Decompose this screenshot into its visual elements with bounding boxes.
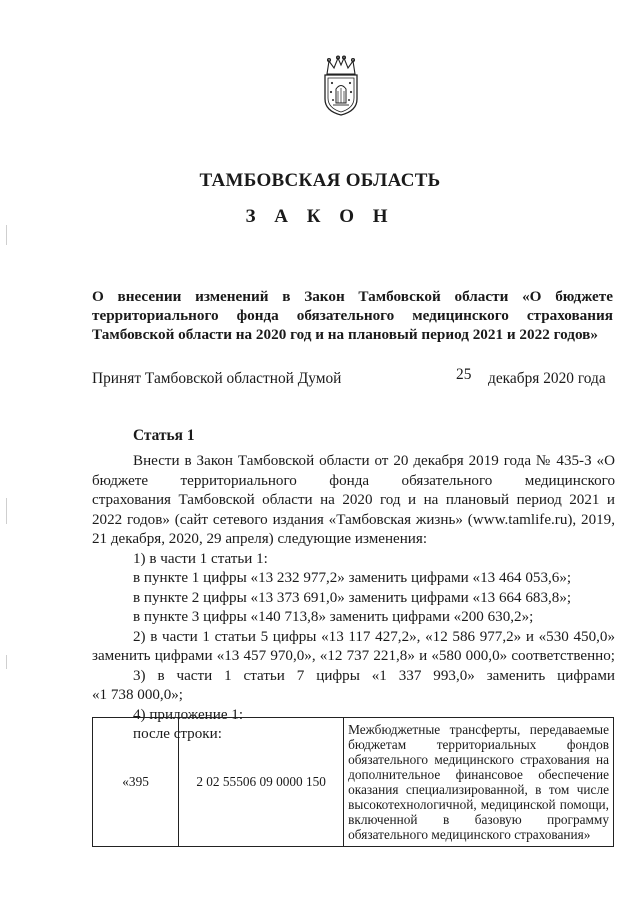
body-line: 21 декабря, 2020, 29 апреля) следующие изменения: [92,531,428,547]
body-line: 1) в части 1 статьи 1: [133,550,268,567]
body-line: страхования Тамбовской области на 2020 год и на плановый период 2021 и [92,492,615,508]
description-line: Межбюджетные трансферты, передаваемые [348,722,609,737]
document-type-heading: З А К О Н [245,206,395,227]
body-line: 2022 годов» (сайт сетевого издания «Тамбовская жизнь» (www.tamlife.ru), 2019, [92,511,615,528]
body-line: бюджете территориального фонда обязательного медицинского [92,472,615,489]
adoption-month-year: декабря 2020 года [488,370,606,387]
table-cell-kbk: 2 02 55506 09 0000 150 [179,718,344,847]
law-title-line: территориального фонда обязательного медицинского страхования [92,307,613,324]
table-cell-code: «395 [93,718,179,847]
description-line: бюджетам территориальных фондов [348,737,609,752]
body-line: в пункте 2 цифры «13 373 691,0» заменить цифрами «13 664 683,8»; [133,589,572,606]
body-line: в пункте 3 цифры «140 713,8» заменить цифрами «200 630,2»; [133,609,534,625]
description-line: дополнительное финансовое обеспечение [348,767,609,782]
body-line: 2) в части 1 статьи 5 цифры «13 117 427,2», «12 586 977,2» и «530 450,0» [133,628,615,645]
description-line: оказания специализированной, в том числе [348,782,609,797]
body-line: 3) в части 1 статьи 7 цифры «1 337 993,0» заменить цифрами [133,667,615,684]
law-title-line: О внесении изменений в Закон Тамбовской области «О бюджете [92,288,613,305]
margin-mark [6,498,7,524]
budget-table [92,717,614,847]
body-line: «1 738 000,0»; [92,687,183,703]
adoption-day: 25 [456,366,472,383]
body-line: заменить цифрами «13 457 970,0», «12 737 221,8» и «580 000,0» соответственно; [92,648,615,664]
description-line: обязательного медицинского страхования» [348,827,591,842]
body-line: после строки: [133,726,222,742]
body-line: Внести в Закон Тамбовской области от 20 декабря 2019 года № 435-З «О [133,453,615,469]
margin-mark [6,225,7,245]
body-line: 4) приложение 1: [133,706,244,723]
description-line: высокотехнологичной, медицинской помощи, [348,797,609,812]
table-row [93,718,614,847]
table-cell-description [344,718,614,847]
law-title [92,287,613,344]
margin-mark [6,655,7,669]
adoption-text: Принят Тамбовской областной Думой [92,370,342,387]
description-line: включенной в базовую программу [348,812,609,827]
description-line: обязательного медицинского страхования на [348,752,609,767]
law-title-line: Тамбовской области на 2020 год и на плановый период 2021 и 2022 годов» [92,326,598,343]
article-title: Статья 1 [133,427,195,444]
body-line: в пункте 1 цифры «13 232 977,2» заменить цифрами «13 464 053,6»; [133,570,572,586]
article-body [92,452,615,745]
region-heading: ТАМБОВСКАЯ ОБЛАСТЬ [199,170,441,191]
coat-of-arms-icon [319,55,363,117]
